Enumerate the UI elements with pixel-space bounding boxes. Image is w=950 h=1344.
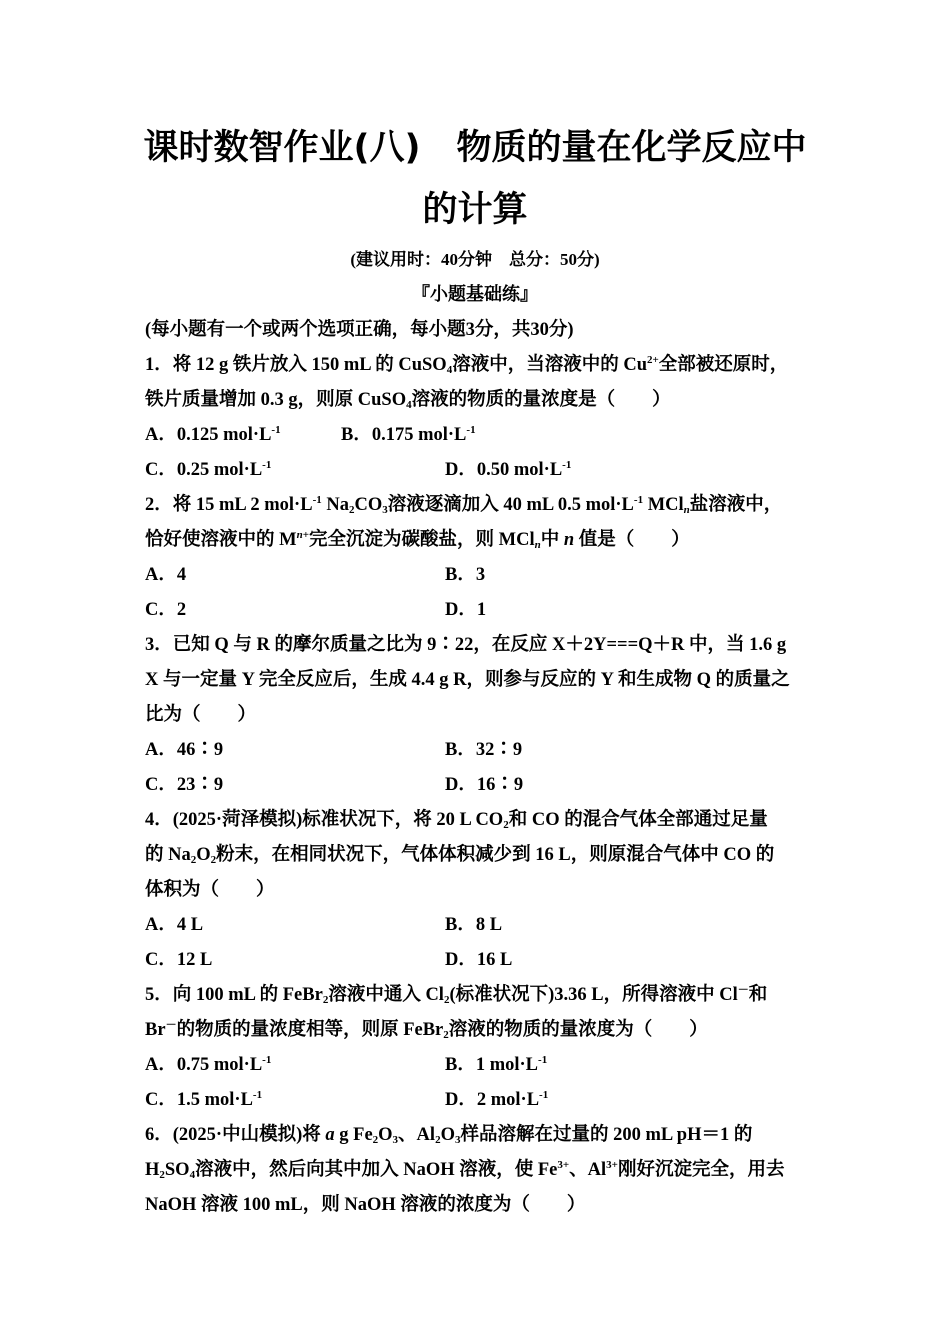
question-5-options-row-1 bbox=[145, 1053, 548, 1077]
option-a[interactable]: A．46∶9 bbox=[145, 740, 224, 760]
page-title bbox=[100, 128, 850, 168]
question-4-line-2: 的 $Na_2O_2$粉末，在相同状况下，气体体积减少到 16 L，则原混合气体中 CO 的 bbox=[145, 845, 775, 866]
question-2-line-1: 2．将 15 mL 2 $mol\cdot L^{-1}$ $Na_2CO_3$溶液逐滴加入 40 mL 0.5 $mol\cdot L^{-1}$ MCl$_n$盐溶液中， bbox=[145, 494, 783, 516]
question-2-options-row-2 bbox=[145, 598, 487, 622]
option-a[interactable]: A．0.125 $mol\cdot L^{-1}$ bbox=[145, 424, 281, 445]
option-d[interactable]: D．2 $mol\cdot L^{-1}$ bbox=[445, 1089, 549, 1110]
question-1-line-2: 铁片质量增加 0.3 g，则原 CuSO$_4$溶液的物质的量浓度是（ ） bbox=[145, 390, 671, 411]
option-b[interactable]: B．8 L bbox=[445, 915, 503, 935]
question-5-line-2: Br－的物质的量浓度相等，则原 FeBr$_2$溶液的物质的量浓度为（ ） bbox=[145, 1019, 708, 1041]
option-c[interactable]: C．0.25 $mol\cdot L^{-1}$ bbox=[145, 459, 272, 480]
title-part1: 课时数智作业(八) bbox=[143, 128, 421, 168]
question-number: 1． bbox=[145, 355, 173, 375]
option-c[interactable]: C．2 bbox=[145, 600, 187, 620]
section-heading: 『小题基础练』 bbox=[412, 284, 538, 305]
question-4-line-1: 4．(2025·菏泽模拟)标准状况下，将 20 L $CO_2$和 CO 的混合气体全部通过足量 bbox=[145, 810, 768, 831]
question-number: 5． bbox=[145, 985, 173, 1005]
option-b[interactable]: B．32∶9 bbox=[445, 740, 523, 760]
option-d[interactable]: D．0.50 $mol\cdot L^{-1}$ bbox=[445, 459, 572, 480]
instruction: (每小题有一个或两个选项正确，每小题3分，共30分) bbox=[145, 320, 574, 340]
question-3-line-3: 比为（ ） bbox=[145, 705, 257, 725]
question-3-line-2: X 与一定量 Y 完全反应后，生成 4.4 g R，则参与反应的 Y 和生成物 Q 的质量之 bbox=[145, 670, 790, 690]
option-a[interactable]: A．4 bbox=[145, 565, 187, 585]
question-6-line-3: NaOH 溶液 100 mL，则 NaOH 溶液的浓度为（ ） bbox=[145, 1195, 586, 1215]
option-b[interactable]: B．0.175 $mol\cdot L^{-1}$ bbox=[341, 424, 476, 445]
question-3-options-row-1 bbox=[145, 738, 523, 762]
option-c[interactable]: C．23∶9 bbox=[145, 775, 224, 795]
question-6-line-1: 6．(2025·中山模拟)将 a g $Fe_2O_3$、$Al_2O_3$样品溶解在过量的 200 mL pH＝1 的 bbox=[145, 1125, 753, 1146]
question-2-line-2: 恰好使溶液中的 $M^{n+}$完全沉淀为碳酸盐，则 MCl$_n$中 n 值是（ ） bbox=[145, 529, 690, 551]
option-b[interactable]: B．3 bbox=[445, 565, 486, 585]
option-d[interactable]: D．16 L bbox=[445, 950, 513, 970]
question-number: 2． bbox=[145, 495, 173, 515]
question-number: 6． bbox=[145, 1125, 173, 1145]
time-note: (建议用时：40分钟 总分：50分) bbox=[350, 250, 600, 269]
question-3-line-1: 3．已知 Q 与 R 的摩尔质量之比为 9∶22，在反应 X＋2Y===Q＋R 中，当 1.6 g bbox=[145, 635, 787, 655]
question-5-options-row-2 bbox=[145, 1088, 549, 1112]
option-a[interactable]: A．4 L bbox=[145, 915, 204, 935]
option-d[interactable]: D．16∶9 bbox=[445, 775, 524, 795]
question-2-options-row-1 bbox=[145, 563, 486, 587]
question-4-line-3: 体积为（ ） bbox=[145, 880, 275, 900]
option-d[interactable]: D．1 bbox=[445, 600, 487, 620]
question-1-line-1: 1．将 12 g 铁片放入 150 mL 的 CuSO$_4$溶液中，当溶液中的 $Cu^{2+}$全部被还原时， bbox=[145, 354, 789, 376]
option-c[interactable]: C．12 L bbox=[145, 950, 213, 970]
title-part2: 物质的量在化学反应中 bbox=[456, 128, 807, 168]
question-1-options-row-1 bbox=[145, 423, 476, 447]
page-title-line2: 的计算 bbox=[422, 190, 528, 230]
option-b[interactable]: B．1 $mol\cdot L^{-1}$ bbox=[445, 1054, 548, 1075]
question-6-line-2: $H_2SO_4$溶液中，然后向其中加入 NaOH 溶液，使 $Fe^{3+}$、$Al^{3+}$刚好沉淀完全，用去 bbox=[145, 1159, 785, 1181]
question-number: 4． bbox=[145, 810, 173, 830]
question-4-options-row-2 bbox=[145, 948, 513, 972]
option-a[interactable]: A．0.75 $mol\cdot L^{-1}$ bbox=[145, 1054, 272, 1075]
option-c[interactable]: C．1.5 $mol\cdot L^{-1}$ bbox=[145, 1089, 263, 1110]
question-number: 3． bbox=[145, 635, 173, 655]
question-1-options-row-2 bbox=[145, 458, 572, 482]
question-4-options-row-1 bbox=[145, 913, 503, 937]
question-5-line-1: 5．向 100 mL 的 FeBr$_2$溶液中通入 $Cl_2$(标准状况下)3.36 L，所得溶液中 Cl－和 bbox=[145, 984, 768, 1006]
question-3-options-row-2 bbox=[145, 773, 524, 797]
